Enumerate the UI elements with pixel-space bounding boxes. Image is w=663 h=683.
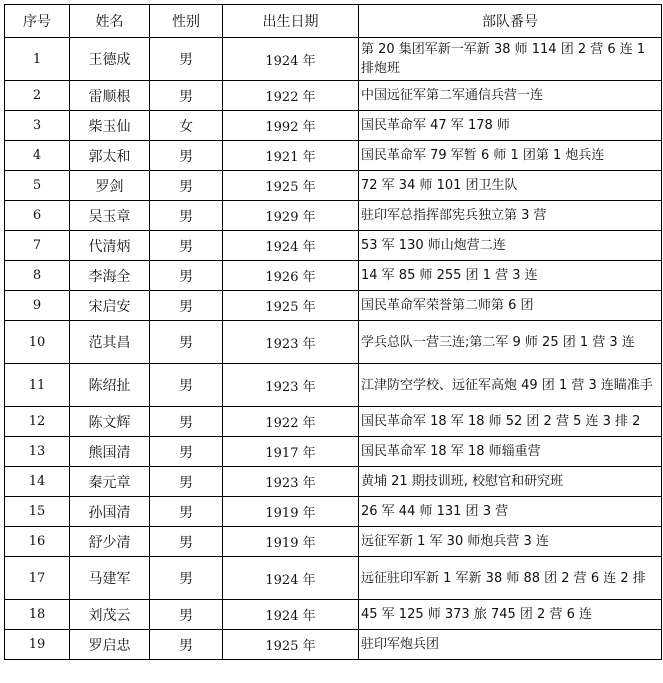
header-row xyxy=(5,5,662,38)
row-no: 15 xyxy=(5,497,70,527)
row-name: 刘茂云 xyxy=(70,600,150,630)
table-row xyxy=(5,111,662,141)
row-name: 陈绍扯 xyxy=(70,364,150,407)
row-name: 马建军 xyxy=(70,557,150,600)
row-gender: 男 xyxy=(150,321,223,364)
row-no: 14 xyxy=(5,467,70,497)
row-birth: 1917 年 xyxy=(223,437,359,467)
row-name: 陈文辉 xyxy=(70,407,150,437)
row-name: 舒少清 xyxy=(70,527,150,557)
header-name: 姓名 xyxy=(70,5,150,38)
row-gender: 男 xyxy=(150,600,223,630)
row-name: 罗启忠 xyxy=(70,630,150,660)
table-row xyxy=(5,557,662,600)
row-no: 2 xyxy=(5,81,70,111)
row-gender: 男 xyxy=(150,141,223,171)
table-row xyxy=(5,407,662,437)
row-no: 11 xyxy=(5,364,70,407)
row-unit: 26 军 44 师 131 团 3 营 xyxy=(359,497,662,527)
row-unit: 国民革命军 79 军暂 6 师 1 团第 1 炮兵连 xyxy=(359,141,662,171)
row-birth: 1923 年 xyxy=(223,467,359,497)
row-unit: 第 20 集团军新一军新 38 师 114 团 2 营 6 连 1 排炮班 xyxy=(359,38,662,81)
row-no: 10 xyxy=(5,321,70,364)
row-no: 17 xyxy=(5,557,70,600)
table-row xyxy=(5,467,662,497)
row-unit: 53 军 130 师山炮营二连 xyxy=(359,231,662,261)
veterans-table xyxy=(4,4,662,660)
row-birth: 1922 年 xyxy=(223,407,359,437)
row-no: 16 xyxy=(5,527,70,557)
table-row xyxy=(5,171,662,201)
row-gender: 男 xyxy=(150,527,223,557)
header-unit: 部队番号 xyxy=(359,5,662,38)
row-unit: 中国远征军第二军通信兵营一连 xyxy=(359,81,662,111)
header-birth: 出生日期 xyxy=(223,5,359,38)
row-birth: 1924 年 xyxy=(223,600,359,630)
row-no: 9 xyxy=(5,291,70,321)
table-row xyxy=(5,141,662,171)
row-no: 8 xyxy=(5,261,70,291)
row-no: 6 xyxy=(5,201,70,231)
row-gender: 男 xyxy=(150,201,223,231)
row-birth: 1929 年 xyxy=(223,201,359,231)
row-no: 1 xyxy=(5,38,70,81)
row-gender: 男 xyxy=(150,231,223,261)
row-birth: 1924 年 xyxy=(223,38,359,81)
row-no: 12 xyxy=(5,407,70,437)
row-name: 郭太和 xyxy=(70,141,150,171)
table-row xyxy=(5,364,662,407)
row-birth: 1923 年 xyxy=(223,321,359,364)
row-no: 18 xyxy=(5,600,70,630)
row-name: 王德成 xyxy=(70,38,150,81)
row-birth: 1992 年 xyxy=(223,111,359,141)
row-birth: 1919 年 xyxy=(223,497,359,527)
row-gender: 男 xyxy=(150,261,223,291)
table-row xyxy=(5,291,662,321)
row-gender: 男 xyxy=(150,81,223,111)
row-birth: 1921 年 xyxy=(223,141,359,171)
row-unit: 72 军 34 师 101 团卫生队 xyxy=(359,171,662,201)
row-gender: 男 xyxy=(150,291,223,321)
row-gender: 女 xyxy=(150,111,223,141)
row-name: 吴玉章 xyxy=(70,201,150,231)
row-unit: 14 军 85 师 255 团 1 营 3 连 xyxy=(359,261,662,291)
row-gender: 男 xyxy=(150,407,223,437)
row-no: 19 xyxy=(5,630,70,660)
table-row xyxy=(5,527,662,557)
row-unit: 学兵总队一营三连;第二军 9 师 25 团 1 营 3 连 xyxy=(359,321,662,364)
row-gender: 男 xyxy=(150,497,223,527)
row-name: 罗剑 xyxy=(70,171,150,201)
row-unit: 远征驻印军新 1 军新 38 师 88 团 2 营 6 连 2 排 xyxy=(359,557,662,600)
row-unit: 黄埔 21 期技训班, 校慰官和研究班 xyxy=(359,467,662,497)
row-birth: 1919 年 xyxy=(223,527,359,557)
table-row xyxy=(5,497,662,527)
row-gender: 男 xyxy=(150,364,223,407)
row-birth: 1925 年 xyxy=(223,630,359,660)
row-no: 13 xyxy=(5,437,70,467)
header-gender: 性别 xyxy=(150,5,223,38)
row-unit: 国民革命军荣誉第二师第 6 团 xyxy=(359,291,662,321)
table-row xyxy=(5,437,662,467)
header-no: 序号 xyxy=(5,5,70,38)
row-name: 范其昌 xyxy=(70,321,150,364)
row-no: 4 xyxy=(5,141,70,171)
row-name: 雷顺根 xyxy=(70,81,150,111)
row-name: 宋启安 xyxy=(70,291,150,321)
row-birth: 1926 年 xyxy=(223,261,359,291)
row-unit: 驻印军炮兵团 xyxy=(359,630,662,660)
row-birth: 1924 年 xyxy=(223,557,359,600)
row-name: 李海全 xyxy=(70,261,150,291)
row-gender: 男 xyxy=(150,171,223,201)
row-birth: 1925 年 xyxy=(223,291,359,321)
row-no: 3 xyxy=(5,111,70,141)
row-unit: 驻印军总指挥部宪兵独立第 3 营 xyxy=(359,201,662,231)
row-unit: 江津防空学校、远征军高炮 49 团 1 营 3 连瞄准手 xyxy=(359,364,662,407)
row-gender: 男 xyxy=(150,557,223,600)
row-name: 熊国清 xyxy=(70,437,150,467)
row-unit: 国民革命军 18 军 18 师 52 团 2 营 5 连 3 排 2 xyxy=(359,407,662,437)
table-row xyxy=(5,81,662,111)
row-birth: 1923 年 xyxy=(223,364,359,407)
table-row xyxy=(5,600,662,630)
row-birth: 1925 年 xyxy=(223,171,359,201)
row-name: 秦元章 xyxy=(70,467,150,497)
table-row xyxy=(5,261,662,291)
row-no: 7 xyxy=(5,231,70,261)
row-gender: 男 xyxy=(150,467,223,497)
row-unit: 45 军 125 师 373 旅 745 团 2 营 6 连 xyxy=(359,600,662,630)
row-gender: 男 xyxy=(150,437,223,467)
row-gender: 男 xyxy=(150,38,223,81)
row-name: 孙国清 xyxy=(70,497,150,527)
table-row xyxy=(5,231,662,261)
row-name: 柴玉仙 xyxy=(70,111,150,141)
table-row xyxy=(5,38,662,81)
row-birth: 1922 年 xyxy=(223,81,359,111)
row-gender: 男 xyxy=(150,630,223,660)
table-row xyxy=(5,201,662,231)
row-name: 代清炳 xyxy=(70,231,150,261)
row-birth: 1924 年 xyxy=(223,231,359,261)
row-unit: 远征军新 1 军 30 师炮兵营 3 连 xyxy=(359,527,662,557)
row-no: 5 xyxy=(5,171,70,201)
row-unit: 国民革命军 47 军 178 师 xyxy=(359,111,662,141)
table-row xyxy=(5,321,662,364)
table-row xyxy=(5,630,662,660)
row-unit: 国民革命军 18 军 18 师辎重营 xyxy=(359,437,662,467)
